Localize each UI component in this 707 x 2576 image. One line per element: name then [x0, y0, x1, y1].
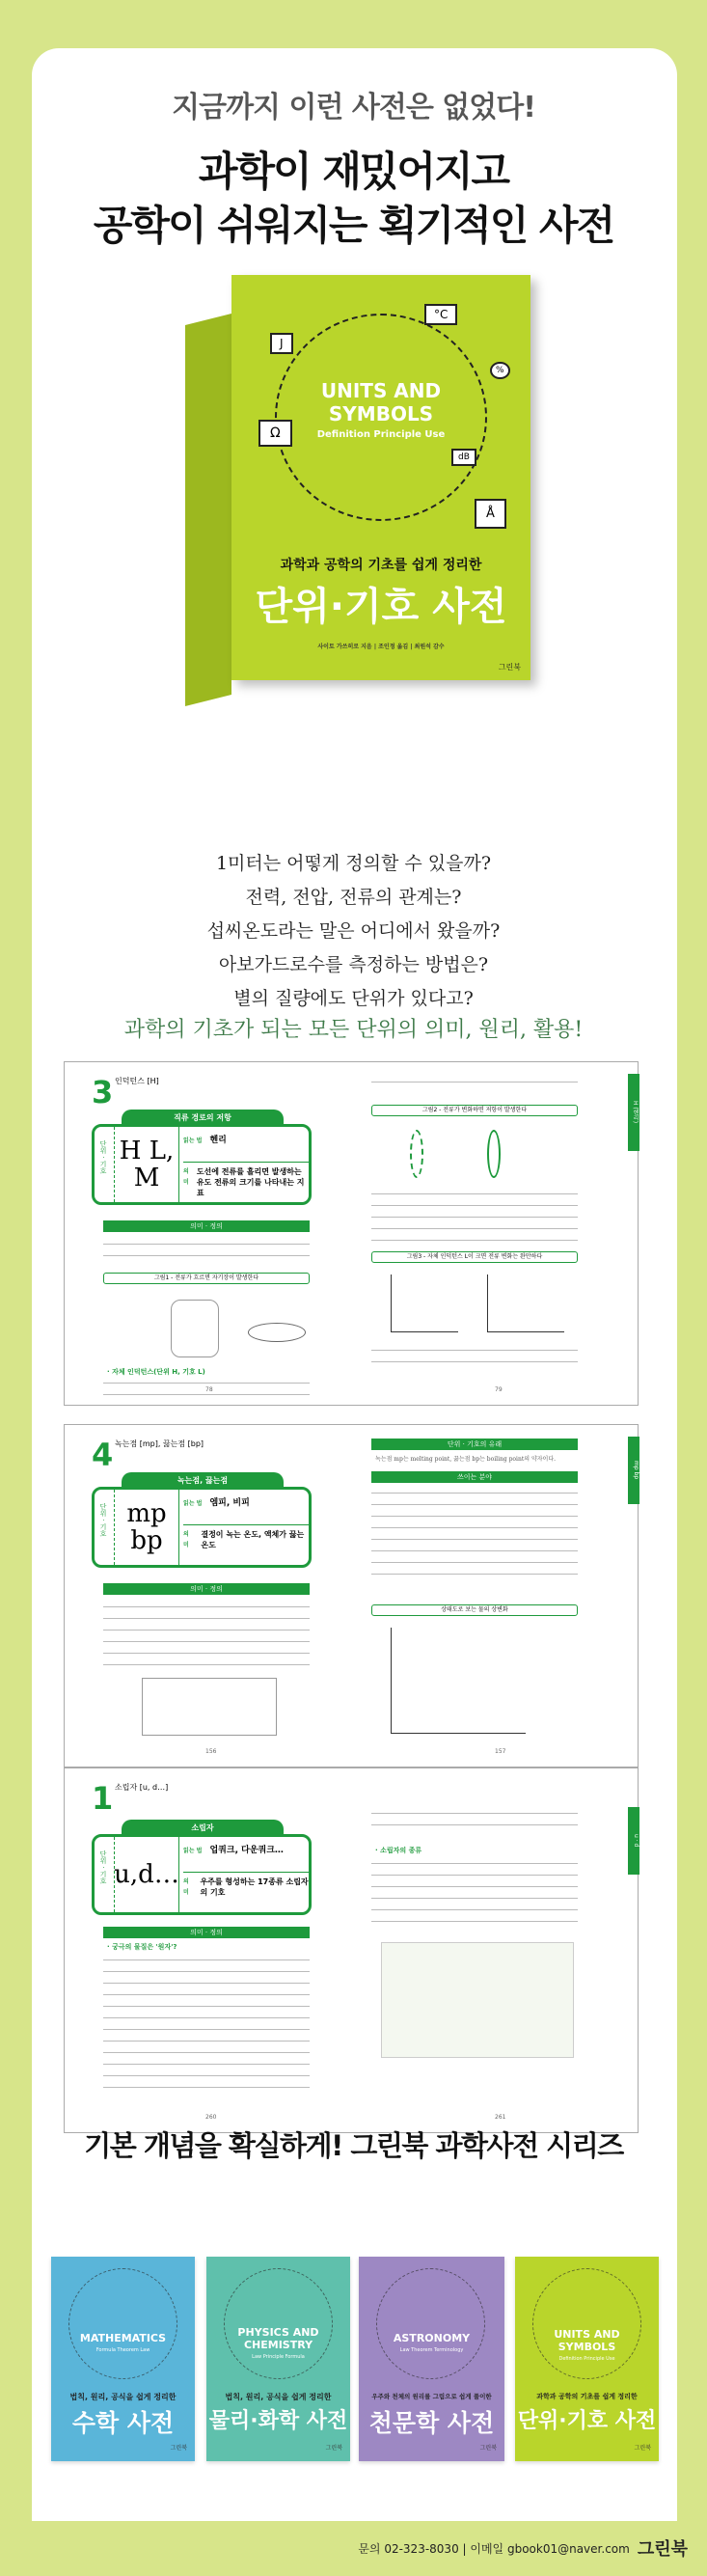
figure-caption: 그림2 - 전류가 변화하면 저항이 발생한다 [371, 1105, 578, 1116]
meaning [183, 1524, 309, 1550]
right-page [352, 1425, 639, 1767]
body-text [103, 1601, 310, 1668]
section-bar: 쓰이는 분야 [371, 1471, 578, 1483]
meaning-label: 의미 [183, 1168, 189, 1186]
entry-title: 소립자 [u, d…] [115, 1783, 169, 1792]
headline-line2: 공학이 쉬워지는 획기적인 사전 [93, 202, 614, 249]
right-page [352, 1062, 639, 1405]
symbol: u,d… [114, 1837, 179, 1912]
page-number: 157 [495, 1748, 506, 1755]
en-title: UNITS AND SYMBOLS [554, 2328, 620, 2353]
unit-label: 단위 · 기호 [99, 1140, 107, 1174]
chapter-tab: mp bp [628, 1437, 639, 1504]
percent-icon: % [490, 362, 510, 379]
right-page [352, 1768, 639, 2132]
subheading: · 자체 인덕턴스(단위 H, 기호 L) [107, 1368, 205, 1376]
en-sub: Formula Theorem Law [95, 2347, 150, 2353]
icon-ring [376, 2268, 485, 2379]
cover-korean-title: 단위·기호 사전 [255, 585, 507, 629]
read-value: 업쿼크, 다운쿼크… [209, 1846, 284, 1855]
en-sub: Law Theorem Terminology [399, 2347, 464, 2353]
meaning-value: 결정이 녹는 온도, 액체가 끓는 온도 [201, 1530, 305, 1549]
cover-en-line2: SYMBOLS [328, 402, 434, 425]
book-publisher: 그린북 [170, 2445, 187, 2452]
field-diagram [248, 1323, 306, 1342]
left-page [65, 1768, 352, 2132]
body-text [371, 1487, 578, 1583]
cover-credits: 사이토 가쓰히로 지음 | 조인정 옮김 | 최원석 감수 [317, 644, 445, 650]
celsius-icon: °C [424, 304, 457, 325]
body-text [103, 1954, 310, 2098]
publisher-logo: 그린북 [637, 2539, 688, 2560]
icon-ring [68, 2268, 177, 2379]
en-title: MATHEMATICS [79, 2332, 167, 2344]
meaning-value: 도선에 전류를 흘리면 발생하는 유도 전류의 크기를 나타내는 지표 [196, 1167, 305, 1197]
sample-spread-melting-point [64, 1424, 639, 1768]
headline [0, 145, 707, 253]
contact-info: 문의 02-323-8030 | 이메일 gbook01@naver.com [358, 2541, 630, 2556]
series-book-units-symbols[interactable] [515, 2257, 659, 2461]
page-number: 78 [205, 1386, 213, 1393]
cover-publisher: 그린북 [498, 663, 521, 671]
book-subtitle: 과학과 공학의 기초를 쉽게 정리한 [536, 2393, 638, 2400]
book-en-title [359, 2332, 504, 2357]
entry-number: 4 [92, 1437, 114, 1473]
book-front [231, 275, 530, 680]
figure-caption: 그림3 - 자체 인덕턴스 L이 크면 전류 변화는 완만하다 [371, 1251, 578, 1263]
page-number: 260 [205, 2114, 217, 2121]
book-en-title [51, 2332, 195, 2357]
series-book-astronomy[interactable] [359, 2257, 504, 2461]
read-label: 읽는 법 [183, 1137, 203, 1144]
decibel-icon: dB [451, 449, 476, 466]
box-title: 녹는점, 끓는점 [122, 1472, 284, 1490]
tagline: 과학의 기초가 되는 모든 단위의 의미, 원리, 활용! [123, 1018, 584, 1042]
cover-korean-sub: 과학과 공학의 기초를 쉽게 정리한 [280, 558, 482, 573]
en-title: ASTRONOMY [393, 2332, 471, 2344]
reading [183, 1133, 227, 1145]
page-number: 156 [205, 1748, 217, 1755]
unit-label: 단위 · 기호 [99, 1503, 107, 1537]
definition-box [92, 1476, 312, 1568]
symbol: H L, M [114, 1127, 179, 1202]
left-page [65, 1425, 352, 1767]
curve-graph [487, 1274, 564, 1332]
figure-caption: 그림1 - 전류가 흐르면 자기장이 발생한다 [103, 1273, 310, 1284]
questions-list [0, 847, 707, 1016]
hand-diagram [171, 1300, 219, 1357]
read-label: 읽는 법 [183, 1500, 203, 1507]
read-value: 헨리 [209, 1136, 227, 1145]
body-text [371, 1344, 578, 1367]
meaning-label: 의미 [183, 1878, 189, 1896]
book-publisher: 그린북 [325, 2445, 342, 2452]
unit-label: 단위 · 기호 [99, 1850, 107, 1884]
section-bar: 의미 · 정의 [103, 1583, 310, 1595]
meaning-value: 우주를 형성하는 17종류 소립자의 기호 [200, 1877, 309, 1897]
read-label: 읽는 법 [183, 1848, 203, 1854]
book-en-title [515, 2328, 659, 2366]
meaning-label: 의미 [183, 1531, 189, 1548]
book-publisher: 그린북 [634, 2445, 651, 2452]
origin-text: 녹는점 mp는 melting point, 끓는점 bp는 boiling point의 약자이다. [375, 1456, 557, 1463]
question: 별의 질량에도 단위가 있다고? [233, 988, 474, 1009]
particle-table [381, 1942, 574, 2058]
book-en-title [206, 2326, 350, 2364]
figure-caption: 상태도로 보는 물의 상변화 [371, 1604, 578, 1616]
box-title: 소립자 [122, 1820, 284, 1837]
subheading: · 소립자의 종류 [375, 1847, 422, 1854]
definition-box [92, 1823, 312, 1915]
question: 섭씨온도라는 말은 어디에서 왔을까? [206, 920, 501, 942]
cover-english-sub: Definition Principle Use [316, 429, 446, 440]
book-spine [185, 314, 231, 706]
box-title: 직류 경로의 저항 [122, 1110, 284, 1127]
symbol: mp bp [114, 1490, 179, 1565]
book-title: 수학 사전 [71, 2409, 175, 2437]
phase-diagram [142, 1678, 277, 1736]
definition-box [92, 1113, 312, 1205]
sample-spread-elementary-particle [64, 1768, 639, 2133]
series-title: 기본 개념을 확실하게! 그린북 과학사전 시리즈 [84, 2129, 623, 2162]
series-book-physics-chemistry[interactable] [206, 2257, 350, 2461]
entry-number: 3 [92, 1074, 114, 1110]
coil-diagram [487, 1130, 501, 1178]
series-book-math[interactable] [51, 2257, 195, 2461]
book-subtitle: 법칙, 원리, 공식을 쉽게 정리한 [225, 2393, 332, 2401]
entry-title: 녹는점 [mp], 끓는점 [bp] [115, 1439, 204, 1448]
meaning [183, 1872, 309, 1898]
step-graph [391, 1274, 458, 1332]
cover-english-title [231, 379, 530, 425]
entry-number: 1 [92, 1780, 114, 1817]
body-text [371, 1857, 578, 1925]
en-sub: Definition Principle Use [558, 2356, 615, 2362]
question: 1미터는 어떻게 정의할 수 있을까? [215, 853, 492, 874]
book-title: 단위·기호 사전 [517, 2409, 657, 2433]
meaning [183, 1162, 309, 1198]
page-number: 261 [495, 2114, 506, 2121]
subheading: · 궁극의 물질은 '원자'? [107, 1943, 177, 1951]
section-bar: 의미 · 정의 [103, 1220, 310, 1232]
cover-en-line1: UNITS AND [320, 379, 442, 402]
reading [183, 1495, 250, 1508]
subtitle: 지금까지 이런 사전은 없었다! [172, 91, 535, 124]
question: 전력, 전압, 전류의 관계는? [245, 887, 462, 908]
reading [183, 1843, 284, 1855]
entry-title: 인덕턴스 [H] [115, 1077, 159, 1085]
joule-icon: J [270, 333, 293, 354]
coil-diagram [410, 1130, 423, 1178]
book-cover-image [174, 275, 540, 690]
chapter-tab: H (헨리) [628, 1074, 639, 1151]
book-subtitle: 우주와 천체의 원리를 그림으로 쉽게 풀이한 [371, 2393, 492, 2400]
book-subtitle: 법칙, 원리, 공식을 쉽게 정리한 [69, 2393, 177, 2401]
ohm-icon: Ω [258, 420, 292, 447]
body-text [371, 1807, 578, 1836]
phase-graph [391, 1628, 526, 1734]
body-text [103, 1238, 310, 1261]
chapter-tab: u · d [628, 1807, 639, 1875]
footer [358, 2535, 688, 2561]
book-title: 물리·화학 사전 [208, 2409, 348, 2433]
page-number: 79 [495, 1386, 503, 1393]
left-page [65, 1062, 352, 1405]
body-text [371, 1076, 578, 1093]
en-title: PHYSICS AND CHEMISTRY [237, 2326, 319, 2351]
section-bar: 단위 · 기호의 유래 [371, 1439, 578, 1450]
headline-line1: 과학이 재밌어지고 [198, 148, 509, 195]
section-bar: 의미 · 정의 [103, 1927, 310, 1938]
body-text [371, 1188, 578, 1246]
book-publisher: 그린북 [479, 2445, 497, 2452]
angstrom-icon: Å [475, 499, 506, 529]
sample-spread-inductance [64, 1061, 639, 1406]
question: 아보가드로수를 측정하는 방법은? [218, 954, 489, 975]
read-value: 엠피, 비피 [209, 1498, 250, 1508]
en-sub: Law Principle Formula [252, 2354, 305, 2360]
book-title: 천문학 사전 [368, 2409, 495, 2437]
